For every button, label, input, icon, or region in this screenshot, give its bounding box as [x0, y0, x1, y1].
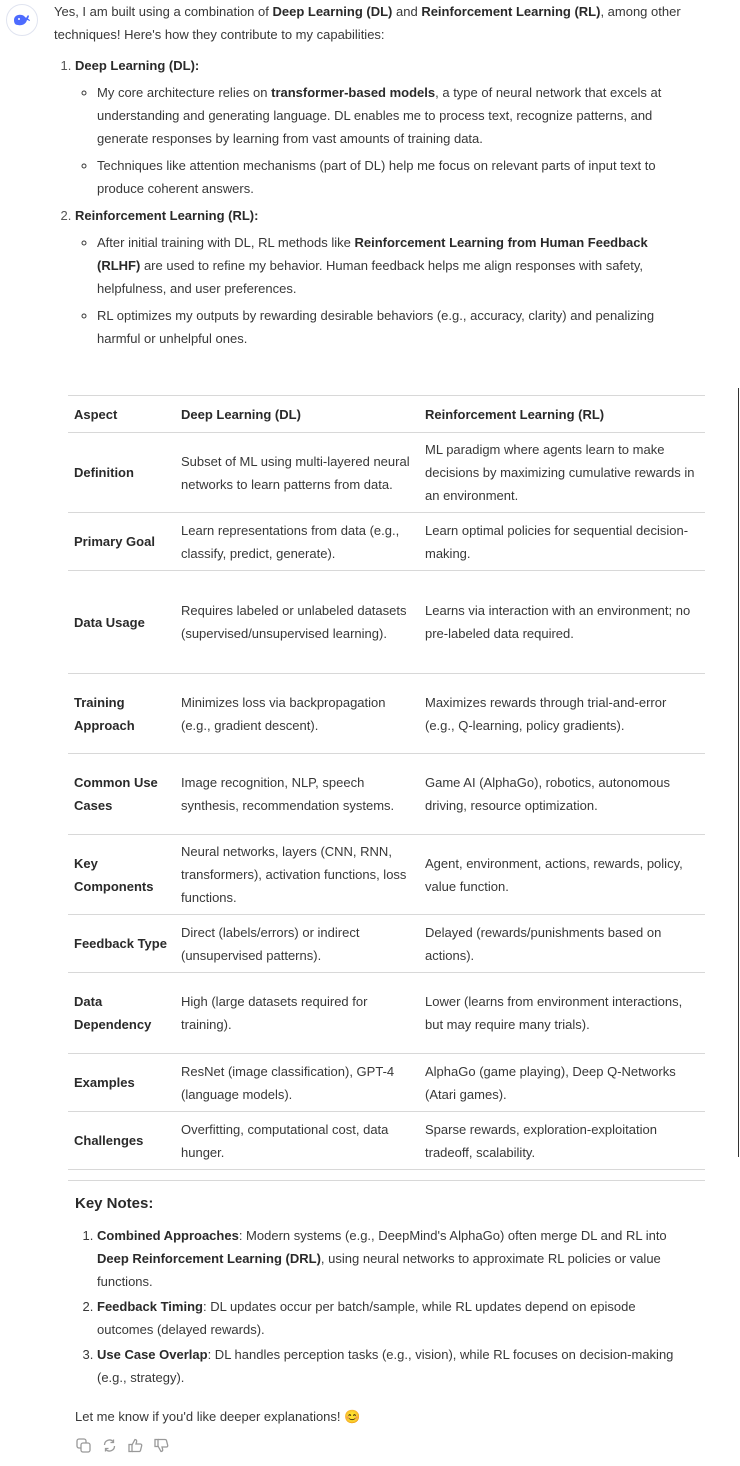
aspect-cell: Training Approach: [68, 674, 175, 754]
dl-cell: Direct (labels/errors) or indirect (unsupervised patterns).: [175, 915, 419, 973]
bullet-item: [97, 231, 694, 300]
table-row: [68, 571, 705, 674]
text-segment: , using neural networks to approximate RL policies or value functions.: [97, 1251, 661, 1289]
rl-cell: AlphaGo (game playing), Deep Q-Networks (Atari games).: [419, 1054, 705, 1112]
table-row: [68, 754, 705, 835]
bold-text: Deep Learning (DL): [272, 4, 393, 19]
dl-cell: High (large datasets required for training).: [175, 973, 419, 1054]
dl-cell: ResNet (image classification), GPT-4 (language models).: [175, 1054, 419, 1112]
table-row: [68, 674, 705, 754]
rl-cell: Delayed (rewards/punishments based on actions).: [419, 915, 705, 973]
header-rl: Reinforcement Learning (RL): [419, 396, 705, 433]
text-segment: and: [392, 4, 422, 19]
rl-cell: Learn optimal policies for sequential decision-making.: [419, 513, 705, 571]
rl-cell: Lower (learns from environment interactions, but may require many trials).: [419, 973, 705, 1054]
text-segment: Yes, I am built using a combination of: [54, 4, 273, 19]
table-header-row: [68, 396, 705, 433]
table-row: [68, 835, 705, 915]
rl-cell: Maximizes rewards through trial-and-error (e.g., Q-learning, policy gradients).: [419, 674, 705, 754]
note-item: [97, 1343, 695, 1389]
rl-cell: Sparse rewards, exploration-exploitation tradeoff, scalability.: [419, 1112, 705, 1170]
bold-text: Deep Reinforcement Learning (DRL): [97, 1251, 321, 1266]
section-bullets: [75, 81, 694, 200]
bold-text: Reinforcement Learning from Human Feedback (RLHF): [97, 235, 648, 273]
section-item: [75, 54, 694, 200]
table-row: [68, 1112, 705, 1170]
dl-cell: Minimizes loss via backpropagation (e.g., gradient descent).: [175, 674, 419, 754]
bold-text: Use Case Overlap: [97, 1347, 208, 1362]
dl-cell: Neural networks, layers (CNN, RNN, transformers), activation functions, loss functions.: [175, 835, 419, 915]
note-item: [97, 1295, 695, 1341]
rl-cell: Agent, environment, actions, rewards, policy, value function.: [419, 835, 705, 915]
aspect-cell: Primary Goal: [68, 513, 175, 571]
bold-text: Reinforcement Learning (RL): [421, 4, 601, 19]
text-segment: My core architecture relies on: [97, 85, 272, 100]
aspect-cell: Data Usage: [68, 571, 175, 674]
key-notes-title: Key Notes:: [75, 1195, 154, 1212]
bold-text: Combined Approaches: [97, 1228, 239, 1243]
intro-paragraph: [54, 0, 694, 46]
key-notes-list: [75, 1224, 695, 1389]
rl-cell: ML paradigm where agents learn to make decisions by maximizing cumulative rewards in an environment.: [419, 433, 705, 513]
bullet-item: [97, 304, 694, 350]
rl-cell: Game AI (AlphaGo), robotics, autonomous driving, resource optimization.: [419, 754, 705, 835]
text-segment: : DL handles perception tasks (e.g., vision), while RL focuses on decision-making (e.g., strategy).: [97, 1347, 674, 1385]
thumbs-up-icon[interactable]: [127, 1437, 143, 1453]
text-segment: : DL updates occur per batch/sample, while RL updates depend on episode outcomes (delayed rewards).: [97, 1299, 636, 1337]
key-notes: [75, 1192, 695, 1391]
closing-message: Let me know if you'd like deeper explanations! 😊: [75, 1409, 361, 1424]
assistant-avatar: [6, 4, 38, 36]
bullet-item: [97, 154, 694, 200]
text-segment: After initial training with DL, RL methods like: [97, 235, 355, 250]
section-title: Reinforcement Learning (RL):: [75, 208, 259, 223]
section-bullets: [75, 231, 694, 350]
dl-cell: Overfitting, computational cost, data hunger.: [175, 1112, 419, 1170]
copy-icon[interactable]: [75, 1437, 91, 1453]
text-segment: , a type of neural network that excels at understanding and generating language. DL enables me to process text, recognize patterns, and generate responses by learning from vast amounts of training data.: [97, 85, 662, 146]
table-row: [68, 973, 705, 1054]
bullet-item: [97, 81, 694, 150]
dl-cell: Subset of ML using multi-layered neural networks to learn patterns from data.: [175, 433, 419, 513]
table-scrollbar[interactable]: [738, 388, 739, 1157]
section-title: Deep Learning (DL):: [75, 58, 200, 73]
capability-list: [54, 54, 694, 350]
table-row: [68, 513, 705, 571]
aspect-cell: Data Dependency: [68, 973, 175, 1054]
aspect-cell: Definition: [68, 433, 175, 513]
rl-cell: Learns via interaction with an environment; no pre-labeled data required.: [419, 571, 705, 674]
aspect-cell: Feedback Type: [68, 915, 175, 973]
table-row: [68, 1054, 705, 1112]
dl-cell: Learn representations from data (e.g., classify, predict, generate).: [175, 513, 419, 571]
note-item: [97, 1224, 695, 1293]
aspect-cell: Challenges: [68, 1112, 175, 1170]
message-actions: [75, 1437, 169, 1453]
whale-logo-icon: [12, 12, 32, 28]
comparison-table: [68, 395, 705, 1170]
text-segment: : Modern systems (e.g., DeepMind's AlphaGo) often merge DL and RL into: [238, 1228, 667, 1243]
aspect-cell: Common Use Cases: [68, 754, 175, 835]
aspect-cell: Key Components: [68, 835, 175, 915]
section-item: [75, 204, 694, 350]
bold-text: transformer-based models: [271, 85, 436, 100]
dl-cell: Requires labeled or unlabeled datasets (supervised/unsupervised learning).: [175, 571, 419, 674]
header-dl: Deep Learning (DL): [175, 396, 419, 433]
text-segment: RL optimizes my outputs by rewarding desirable behaviors (e.g., accuracy, clarity) and penalizing harmful or unhelpful ones.: [97, 308, 655, 346]
dl-cell: Image recognition, NLP, speech synthesis, recommendation systems.: [175, 754, 419, 835]
header-aspect: Aspect: [68, 396, 175, 433]
text-segment: Techniques like attention mechanisms (part of DL) help me focus on relevant parts of input text to produce coherent answers.: [97, 158, 656, 196]
table-row: [68, 433, 705, 513]
aspect-cell: Examples: [68, 1054, 175, 1112]
text-segment: , among other techniques! Here's how they contribute to my capabilities:: [54, 4, 681, 42]
thumbs-down-icon[interactable]: [153, 1437, 169, 1453]
bold-text: Feedback Timing: [97, 1299, 203, 1314]
notes-divider: [68, 1180, 705, 1181]
regenerate-icon[interactable]: [101, 1437, 117, 1453]
table-row: [68, 915, 705, 973]
text-segment: are used to refine my behavior. Human feedback helps me align responses with safety, helpfulness, and user preferences.: [97, 258, 644, 296]
